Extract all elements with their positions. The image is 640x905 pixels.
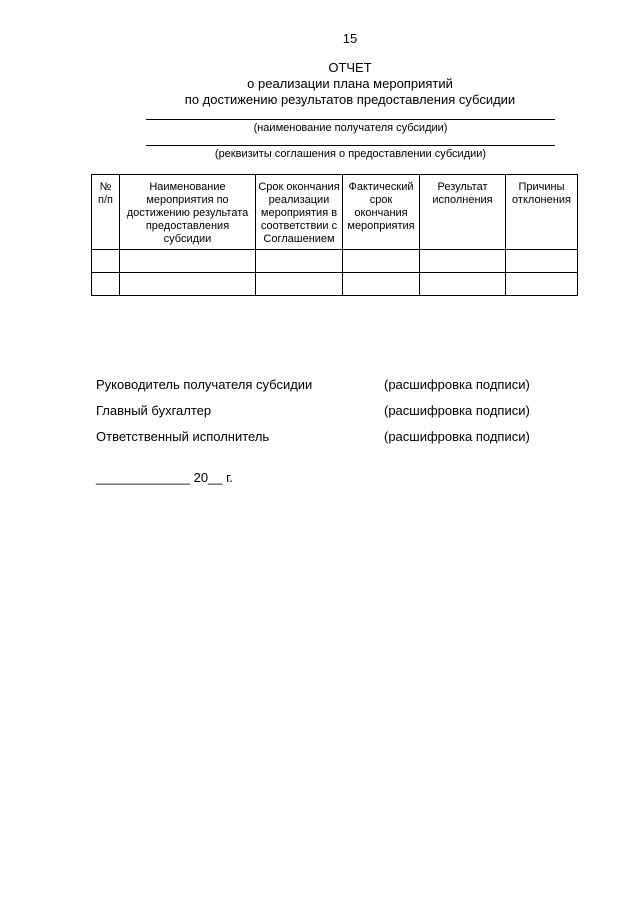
column-header-activity: Наименование мероприятия по достижению результата предоставления субсидии xyxy=(120,175,256,250)
recipient-underline xyxy=(146,119,555,120)
table-row xyxy=(92,273,578,296)
table-cell xyxy=(506,273,578,296)
column-header-deviation-reasons: Причины отклонения xyxy=(506,175,578,250)
signature-decoding-chief-accountant: (расшифровка подписи) xyxy=(384,403,530,418)
table-cell xyxy=(420,250,506,273)
table-header-row xyxy=(92,175,578,250)
report-heading xyxy=(0,60,640,108)
page-number: 15 xyxy=(342,31,358,46)
table-cell xyxy=(92,250,120,273)
agreement-caption: (реквизиты соглашения о предоставлении субсидии) xyxy=(214,148,487,160)
date-line: _____________ 20__ г. xyxy=(96,470,233,485)
column-header-number: № п/п xyxy=(92,175,120,250)
agreement-underline xyxy=(146,145,555,146)
signature-label-head: Руководитель получателя субсидии xyxy=(96,377,313,392)
signature-label-executor: Ответственный исполнитель xyxy=(96,429,270,444)
table-cell xyxy=(256,250,343,273)
table-cell xyxy=(420,273,506,296)
report-table xyxy=(91,174,578,296)
table-cell xyxy=(343,273,420,296)
table-cell xyxy=(92,273,120,296)
table-cell xyxy=(343,250,420,273)
signature-decoding-head: (расшифровка подписи) xyxy=(384,377,530,392)
column-header-planned-deadline: Срок окончания реализации мероприятия в соответствии с Соглашением xyxy=(256,175,343,250)
report-subtitle-line-2: по достижению результатов предоставления субсидии xyxy=(184,92,516,107)
recipient-caption: (наименование получателя субсидии) xyxy=(253,122,448,134)
table-cell xyxy=(120,250,256,273)
report-subtitle-line-1: о реализации плана мероприятий xyxy=(247,76,453,91)
table-cell xyxy=(120,273,256,296)
column-header-result: Результат исполнения xyxy=(420,175,506,250)
table-cell xyxy=(256,273,343,296)
column-header-actual-deadline: Фактический срок окончания мероприятия xyxy=(343,175,420,250)
signature-decoding-executor: (расшифровка подписи) xyxy=(384,429,530,444)
report-title: ОТЧЕТ xyxy=(328,60,372,75)
table-cell xyxy=(506,250,578,273)
table-row xyxy=(92,250,578,273)
signature-label-chief-accountant: Главный бухгалтер xyxy=(96,403,212,418)
